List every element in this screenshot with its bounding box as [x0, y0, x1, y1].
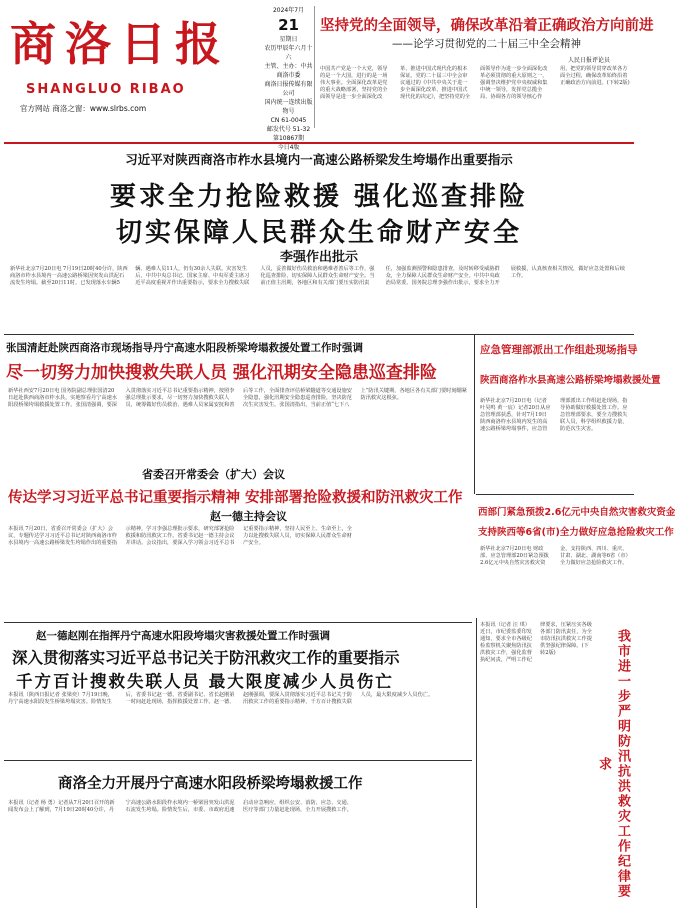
issue-info-4: 邮发代号 51-32 [266, 126, 311, 133]
section-divider-1 [4, 334, 634, 335]
lead-story-kicker: 习近平对陕西商洛市柞水县境内一高速公路桥梁发生垮塌作出重要指示 [125, 152, 513, 167]
issue-day: 21 [278, 16, 299, 34]
story4-subhead: 赵一德主持会议 [210, 510, 287, 523]
lead-story-headline-1[interactable]: 要求全力抢险救援 强化巡查排险 [109, 182, 529, 212]
commentary-body: 本报讯（记者 汪 琪）近日，市纪委监委印发通知，要求全市各级纪检监察机关聚焦防汛抗洪救灾工作，强化监督执纪问责，严明工作纪律要求，压紧压实各级各部门防汛责任，为全市防汛抗洪救灾工作提供坚强纪律保障。(下转2版) [480, 622, 592, 663]
top-story-body: 中国共产党是一个大党，领导的是一个大国，进行的是一场伟大事业。全面深化改革是党的重大战略部署，坚持党的全面领导是进一步全面深化改革、推进中国式现代化的根本保证。党的二十届三中全会审议通过的《中共中央关于进一步全面深化改革、推进中国式现代化的决定》，把坚持党的全面领导作为进一步全面深化改革必须贯彻的重大原则之一，强调坚决维护党中央权威和集中统一领导，发挥党总揽全局、协调各方的领导核心作用，把党的领导贯穿改革各方面全过程，确保改革始终沿着正确政治方向前进。(下转2版) [320, 66, 630, 100]
story5-headline-2[interactable]: 千方百计搜救失联人员 最大限度减少人员伤亡 [16, 672, 394, 691]
section-divider-2 [476, 494, 634, 495]
story7-body: 本报讯（记者 杨 勇）记者从7月20日召开的新闻发布会上了解到，7月19日20时40分许，丹宁高速公路水阳段柞水境内一桥梁因突发山洪泥石流发生垮塌。险情发生后，市委、市政府迅速启动应急响应，组织公安、消防、应急、交通、医疗等部门力量赶赴现场，全力开展搜救工作。 [8, 800, 352, 813]
lead-story-body: 新华社北京7月20日电 7月19日20时40分许，陕西商洛市柞水县境内一高速公路桥梁因突发山洪泥石流发生垮塌。截至20日11时，已发现落水车辆5辆、遇难人员11人，仍有30余人失联。灾害发生后，中共中央总书记、国家主席、中央军委主席习近平高度重视并作出重要指示，要求全力搜救失联人员，妥善做好伤员救治和遇难者善后等工作，强化巡查排险，切实保障人民群众生命财产安全。当前正值主汛期，各地区和有关部门要压实防汛责任，加强监测预警和隐患排查，及时转移受威胁群众，全力保障人民群众生命财产安全。中共中央政治局常委、国务院总理李强作出批示，要求全力开展救援，认真核查相关情况，做好应急处置和后续工作。 [10, 266, 625, 286]
top-story-byline: 人民日报评论员 [568, 57, 611, 64]
issue-lunar: 农历甲辰年六月十六 [264, 45, 313, 61]
commentary-title[interactable]: 我市进一步严明防汛抗洪救灾工作纪律要求 [596, 629, 630, 899]
story3-headline[interactable]: 陕西商洛柞水县高速公路桥梁垮塌救援处置 [480, 375, 661, 386]
story5-body: 本报讯（陕西日报记者 张梁奕）7月19日晚，丹宁高速水阳段发生桥梁垮塌灾害。险情发生后，省委书记赵一德，省委副书记、省长赵刚第一时间赶赴现场，指挥救援处置工作。赵一德、赵刚强调，要深入贯彻落实习近平总书记关于防汛救灾工作的重要指示精神，千方百计搜救失联人员，最大限度减少人员伤亡。 [8, 692, 434, 705]
top-story-subtitle: ——论学习贯彻党的二十届三中全会精神 [392, 38, 581, 50]
column-divider-2 [476, 618, 477, 908]
story7-headline[interactable]: 商洛全力开展丹宁高速水阳段桥梁垮塌救援工作 [58, 776, 363, 792]
story3-kicker: 应急管理部派出工作组赴现场指导 [480, 344, 638, 356]
issue-info [263, 6, 315, 151]
story2-headline[interactable]: 尽一切努力加快搜救失联人员 强化汛期安全隐患巡查排险 [6, 363, 437, 383]
official-website[interactable]: 官方网站 商洛之窗：www.slrbs.com [20, 104, 147, 113]
lead-story-headline-2[interactable]: 切实保障人民群众生命财产安全 [115, 218, 522, 248]
issue-info-6: 今日4版 [277, 144, 300, 151]
section-divider-4 [4, 760, 472, 761]
story4-body: 本报讯 7月20日，省委召开常委会（扩大）会议，专题传达学习习近平总书记对陕西商洛市柞水县境内一高速公路桥梁发生垮塌作出的重要指示精神，学习李强总理批示要求，研究部署抢险救援和防汛救灾工作。省委书记赵一德主持会议并讲话。会议指出，要深入学习领会习近平总书记重要指示精神，坚持人民至上、生命至上，全力以赴搜救失联人员，切实保障人民群众生命财产安全。 [8, 526, 352, 546]
story3-body: 新华社北京7月20日电（记者 叶昊鸣 黄一宸）记者20日从应急管理部获悉，针对7月19日陕西商洛柞水县境内发生的高速公路桥梁垮塌事件，应急管理部派出工作组赶赴现场，指导协助做好救援处置工作。应急管理部要求，要全力搜救失联人员，科学组织救援力量，防范次生灾害。 [480, 398, 628, 432]
lead-story-subhead: 李强作出批示 [279, 250, 358, 265]
section-divider-3 [4, 622, 472, 623]
issue-info-5: 第10867期 [272, 135, 305, 142]
newspaper-logo: 商洛日报 [10, 17, 230, 71]
story5-kicker: 赵一德赵刚在指挥丹宁高速水阳段垮塌灾害救援处置工作时强调 [36, 630, 330, 642]
issue-info-1: 商洛日报传媒有限公司 [264, 81, 313, 97]
issue-info-2: 国内统一连续出版物号 [264, 99, 313, 115]
story6-body: 新华社北京7月20日电 财政部、应急管理部20日紧急预拨2.6亿元中央自然灾害救灾资金，支持陕西、四川、重庆、甘肃、湖北、湖南等6省（市）全力做好应急抢险救灾工作。 [480, 546, 631, 566]
issue-info-0: 主管、主办：中共商洛市委 [264, 63, 313, 79]
top-story-title[interactable]: 坚持党的全面领导，确保改革沿着正确政治方向前进 [320, 18, 654, 34]
issue-info-3: CN 61-0045 [270, 117, 307, 124]
story5-headline-1[interactable]: 深入贯彻落实习近平总书记关于防汛救灾工作的重要指示 [12, 649, 400, 667]
column-divider-1 [474, 334, 475, 494]
issue-date-line: 2024年7月 [272, 7, 305, 14]
story2-body: 新华社西安7月20日电 国务院副总理张国清20日赶赴陕西商洛市柞水县，实地察看丹宁高速水阳段桥梁垮塌救援处置工作。张国清强调，要深入贯彻落实习近平总书记重要指示精神，按照李强总理批示要求，尽一切努力加快搜救失联人员，统筹做好伤员救治、遇难人员家属安抚和善后等工作，全面排查评估桥梁隧道等交通设施安全隐患，强化汛期安全隐患巡查排险，坚决防范次生灾害发生。张国清指出，当前正值“七下八上”防汛关键期，各地区各有关部门要时刻绷紧防汛救灾这根弦。 [8, 388, 467, 408]
story2-kicker: 张国清赶赴陕西商洛市现场指导丹宁高速水阳段桥梁垮塌救援处置工作时强调 [6, 342, 363, 354]
story4-kicker: 省委召开常委会（扩大）会议 [142, 468, 285, 481]
issue-weekday: 星期日 [279, 36, 298, 43]
story6-headline-1[interactable]: 西部门紧急预拨2.6亿元中央自然灾害救灾资金 [478, 507, 675, 518]
story6-headline-2[interactable]: 支持陕西等6省(市)全力做好应急抢险救灾工作 [478, 527, 674, 538]
story4-headline[interactable]: 传达学习习近平总书记重要指示精神 安排部署抢险救援和防汛救灾工作 [8, 490, 463, 506]
newspaper-pinyin: SHANGLUO RIBAO [26, 82, 186, 97]
masthead-divider [4, 142, 634, 144]
